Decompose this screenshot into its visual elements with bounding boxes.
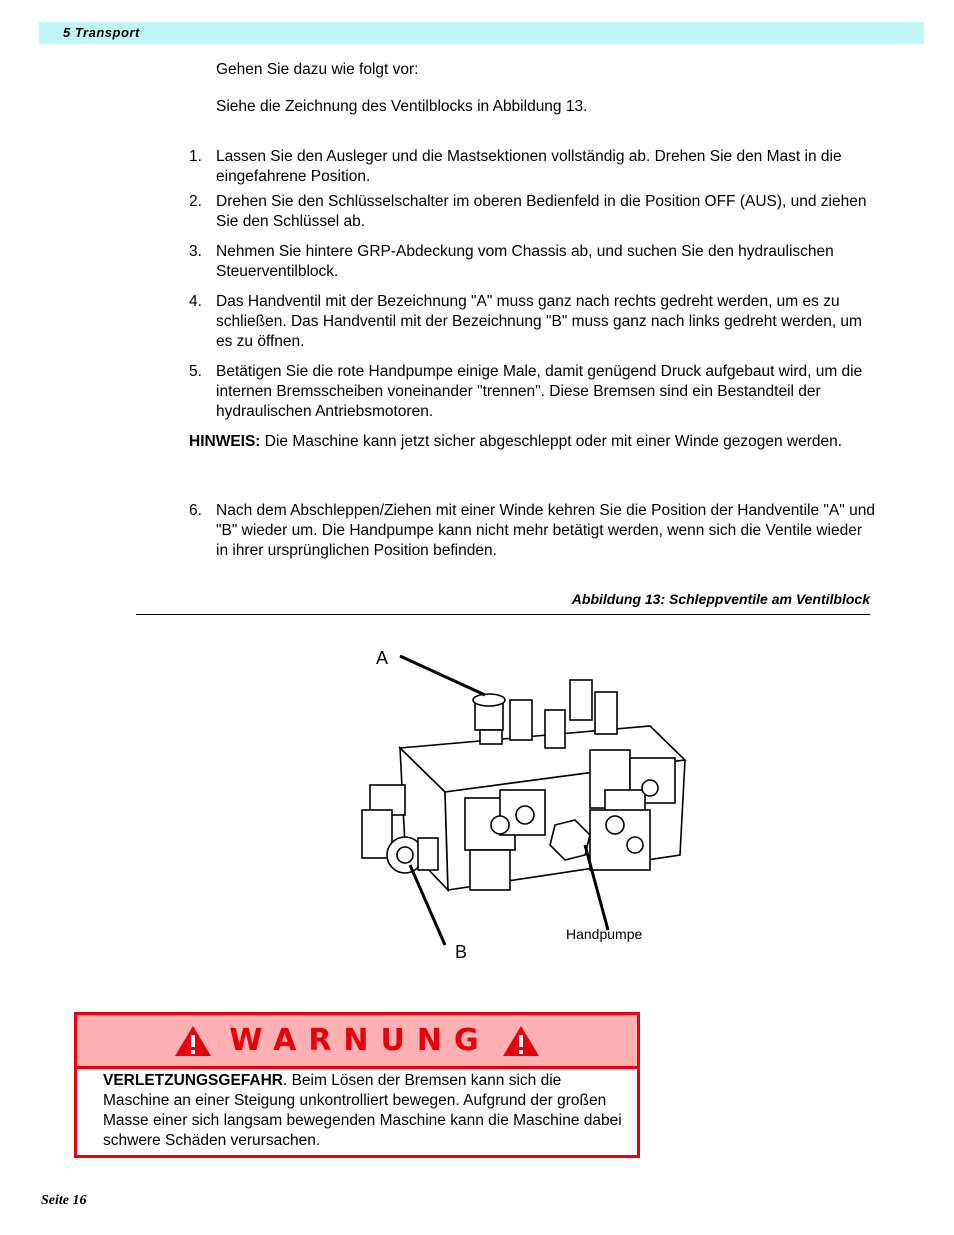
warning-title: WARNUNG bbox=[229, 1023, 491, 1058]
label-b: B bbox=[455, 942, 468, 962]
valve-block-drawing bbox=[350, 640, 710, 975]
list-number: 4. bbox=[189, 293, 202, 310]
list-text: Lassen Sie den Ausleger und die Mastsektionen vollständig ab. Drehen Sie den Mast in die eingefahrene Position. bbox=[216, 148, 842, 185]
figure-divider bbox=[136, 614, 870, 615]
intro-text: Gehen Sie dazu wie folgt vor: bbox=[216, 61, 419, 78]
note-text: Die Maschine kann jetzt sicher abgeschleppt oder mit einer Winde gezogen werden. bbox=[260, 433, 843, 450]
figure-caption: Abbildung 13: Schleppventile am Ventilblock bbox=[571, 591, 870, 607]
list-text: Nehmen Sie hintere GRP-Abdeckung vom Chassis ab, und suchen Sie den hydraulischen Steuerventilblock. bbox=[216, 243, 834, 280]
note bbox=[189, 432, 879, 452]
list-number: 5. bbox=[189, 363, 202, 380]
warning-header bbox=[77, 1015, 637, 1069]
list-text: Das Handventil mit der Bezeichnung "A" muss ganz nach rechts gedreht werden, um es zu schließen. Das Handventil mit der Bezeichnung "B" muss ganz nach links gedreht werden, um es zu öffnen. bbox=[216, 293, 862, 350]
label-a: A bbox=[376, 648, 389, 668]
warning-lead: VERLETZUNGSGEFAHR bbox=[103, 1072, 283, 1089]
list-number: 3. bbox=[189, 243, 202, 260]
warning-triangle-icon bbox=[173, 1024, 213, 1058]
list-text: Drehen Sie den Schlüsselschalter im oberen Bedienfeld in die Position OFF (AUS), und ziehen Sie den Schlüssel ab. bbox=[216, 193, 867, 230]
valve-block-figure bbox=[350, 640, 710, 975]
see-drawing-text: Siehe die Zeichnung des Ventilblocks in Abbildung 13. bbox=[216, 98, 588, 115]
section-header-bar bbox=[39, 22, 924, 44]
warning-text bbox=[103, 1071, 623, 1151]
list-text: Betätigen Sie die rote Handpumpe einige Male, damit genügend Druck aufgebaut wird, um die internen Bremsscheiben voneinander "trennen". Diese Bremsen sind ein Bestandteil der hydraulischen Antriebsmotoren. bbox=[216, 363, 863, 420]
list-number: 1. bbox=[189, 148, 202, 165]
section-title: 5 Transport bbox=[63, 25, 140, 40]
warning-box bbox=[74, 1012, 640, 1158]
warning-body: . Beim Lösen der Bremsen kann sich die Maschine an einer Steigung unkontrolliert bewegen. Aufgrund der großen Masse einer sich langsam bewegenden Maschine kann die Maschine dabei schwere Schäden verursachen. bbox=[103, 1072, 622, 1149]
list-text: Nach dem Abschleppen/Ziehen mit einer Winde kehren Sie die Position der Handventile "A" und "B" wieder um. Die Handpumpe kann nicht mehr betätigt werden, wenn sich die Ventile wieder in ihrer ursprünglichen Position befinden. bbox=[216, 502, 875, 559]
list-number: 2. bbox=[189, 193, 202, 210]
note-label: HINWEIS: bbox=[189, 433, 261, 450]
warning-triangle-icon bbox=[501, 1024, 541, 1058]
list-number: 6. bbox=[189, 502, 202, 519]
page-number: Seite 16 bbox=[41, 1193, 87, 1208]
label-handpumpe: Handpumpe bbox=[566, 926, 643, 942]
